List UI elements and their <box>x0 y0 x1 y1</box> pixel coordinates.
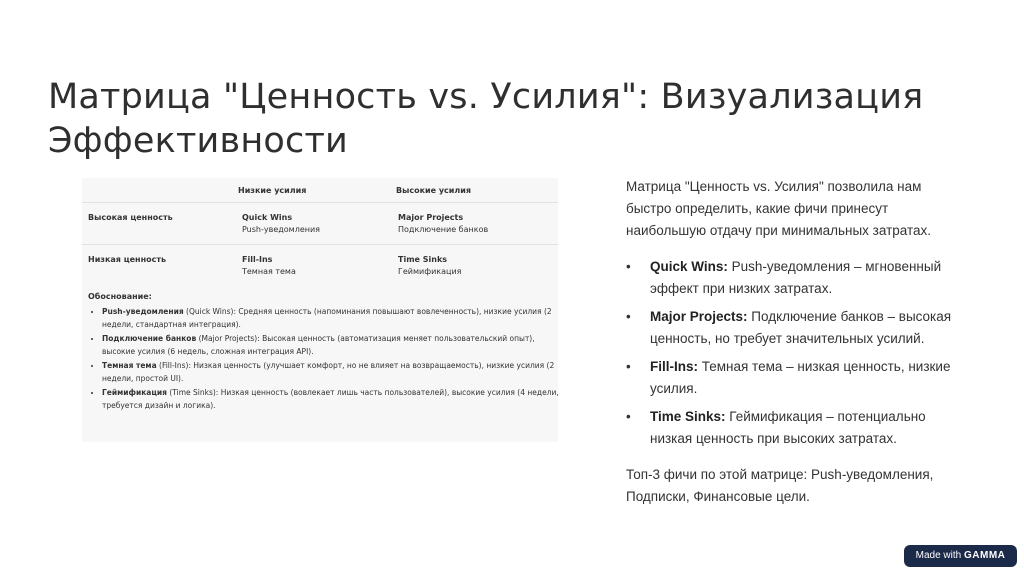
cell-time-sinks <box>398 254 461 278</box>
column-header-high-effort: Высокие усилия <box>396 186 471 195</box>
summary-paragraph: Топ-3 фичи по этой матрице: Push-уведомления, Подписки, Финансовые цели. <box>626 467 934 504</box>
list-item <box>102 306 562 331</box>
matrix-screenshot <box>82 178 558 442</box>
gamma-logo: GAMMA <box>963 550 1006 561</box>
description: (Major Projects): Высокая ценность (автоматизация меняет пользовательский опыт), высокие усилия (6 недель, сложная интеграция API). <box>102 334 535 356</box>
cell-item: Push-уведомления <box>242 225 320 234</box>
list-item <box>626 356 966 400</box>
intro-paragraph: Матрица "Ценность vs. Усилия" позволила нам быстро определить, какие фичи принесут наибольшую отдачу при минимальных затратах. <box>626 179 932 238</box>
description: Темная тема – низкая ценность, низкие усилия. <box>650 359 951 396</box>
term: Time Sinks: <box>650 409 726 424</box>
description: Push-уведомления – мгновенный эффект при низких затратах. <box>650 259 942 296</box>
bullet-icon: • <box>626 359 631 374</box>
cell-item: Подключение банков <box>398 225 489 234</box>
rationale-heading: Обоснование: <box>88 292 152 301</box>
cell-fill-ins <box>242 254 296 278</box>
list-item <box>102 387 562 412</box>
column-header-low-effort: Низкие усилия <box>238 186 307 195</box>
term: Push-уведомления <box>102 307 184 316</box>
bullet-icon: • <box>626 309 631 324</box>
cell-item: Геймификация <box>398 267 462 276</box>
description: (Fill-Ins): Низкая ценность (улучшает комфорт, но не влияет на возвращаемость), низкие усилия (2 недели, простой UI). <box>102 361 555 383</box>
term: Темная тема <box>102 361 157 370</box>
list-item <box>102 333 562 358</box>
cell-title: Major Projects <box>398 213 464 222</box>
divider <box>82 244 558 245</box>
cell-title: Quick Wins <box>242 213 293 222</box>
description: (Quick Wins): Средняя ценность (напоминания повышают вовлеченность), низкие усилия (2 недели, стандартная интеграция). <box>102 307 552 329</box>
list-item <box>626 406 966 450</box>
divider <box>82 202 558 203</box>
term: Fill-Ins: <box>650 359 698 374</box>
made-with-gamma-badge[interactable] <box>904 545 1017 567</box>
bullet-icon: • <box>626 259 631 274</box>
term: Геймификация <box>102 388 167 397</box>
cell-quick-wins <box>242 212 320 236</box>
description: Геймификация – потенциально низкая ценность при высоких затратах. <box>650 409 926 446</box>
list-item <box>626 256 966 300</box>
cell-title: Fill-Ins <box>242 255 273 264</box>
term: Quick Wins: <box>650 259 728 274</box>
cell-major-projects <box>398 212 488 236</box>
term: Подключение банков <box>102 334 197 343</box>
description-column <box>626 176 966 508</box>
badge-prefix: Made with <box>915 550 964 561</box>
row-label-low-value: Низкая ценность <box>88 255 167 264</box>
quadrant-list <box>626 256 966 450</box>
cell-item: Темная тема <box>242 267 296 276</box>
cell-title: Time Sinks <box>398 255 448 264</box>
list-item <box>102 360 562 385</box>
description: Подключение банков – высокая ценность, но требует значительных усилий. <box>650 309 952 346</box>
slide-title: Матрица "Ценность vs. Усилия": Визуализация Эффективности <box>48 77 924 162</box>
bullet-icon: • <box>626 409 631 424</box>
rationale-list <box>88 306 562 414</box>
row-label-high-value: Высокая ценность <box>88 213 173 222</box>
description: (Time Sinks): Низкая ценность (вовлекает лишь часть пользователей), высокие усилия (4 недели, требуется дизайн и логика). <box>102 388 559 410</box>
list-item <box>626 306 966 350</box>
term: Major Projects: <box>650 309 748 324</box>
